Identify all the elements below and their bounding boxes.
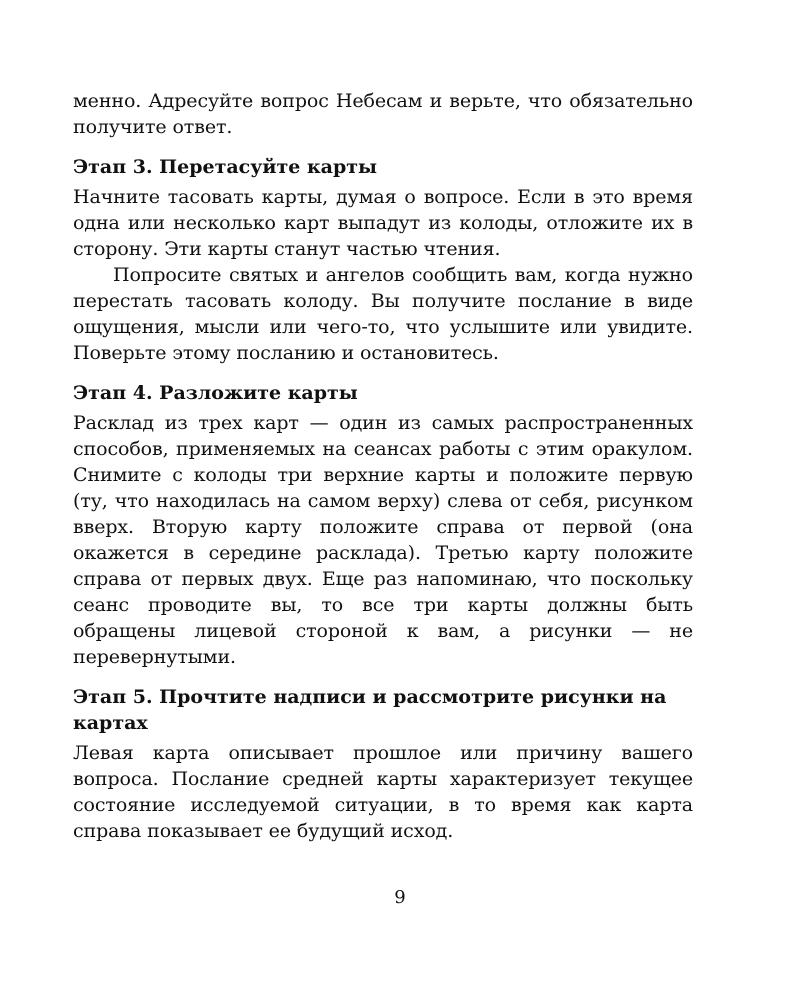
stage3-paragraph-2: Попросите святых и ангелов сообщить вам, когда нужно перестать тасовать колоду. Вы получите послание в виде ощущения, мысли или чего-то, что услышите или увидите. Поверьте этому посланию и остановитесь. [73, 264, 693, 364]
stage5-paragraph-1: Левая карта описывает прошлое или причину вашего вопроса. Послание средней карты характеризует текущее состояние исследуемой ситуации, в то время как карта справа показывает ее будущий исход. [73, 742, 693, 842]
stage3-paragraph-1: Начните тасовать карты, думая о вопросе. Если в это время одна или несколько карт выпадут из колоды, отложите их в сторону. Эти карты станут частью чтения. [73, 186, 693, 260]
stage4-paragraph-1: Расклад из трех карт — один из самых распространенных способов, применяемых на сеансах работы с этим оракулом. Снимите с колоды три верхние карты и положите первую (ту, что находилась на самом верху) слева от себя, рисунком вверх. Вторую карту положите справа от первой (она окажется в середине расклада). Третью карту положите справа от первых двух. Еще раз напоминаю, что поскольку сеанс проводите вы, то все три карты должны быть обращены лицевой стороной к вам, а рисунки — не перевернутыми. [73, 412, 693, 668]
stage5-heading: Этап 5. Прочтите надписи и рассмотрите рисунки на картах [73, 686, 667, 734]
stage3-heading: Этап 3. Перетасуйте карты [73, 156, 378, 178]
stage4-heading: Этап 4. Разложите карты [73, 382, 358, 404]
page-number: 9 [394, 887, 406, 908]
book-page [73, 88, 693, 844]
intro-tail-paragraph: менно. Адресуйте вопрос Небесам и верьте, что обязательно получите ответ. [73, 90, 693, 138]
